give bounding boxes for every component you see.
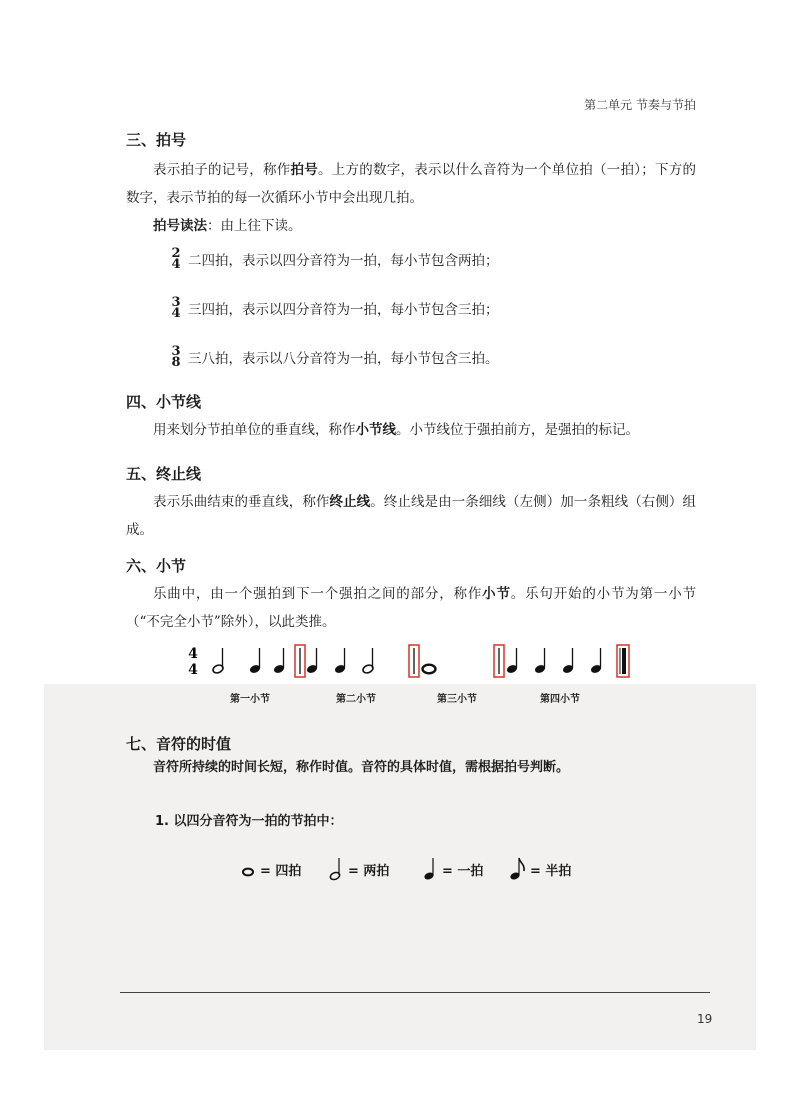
- section-title: 三、拍号: [126, 131, 187, 149]
- time-signature-symbol: [170, 297, 182, 319]
- text: 。上方的数字，表示以什么音符为一个单位拍（一拍）；下方的数字，表示节拍的每一次循环小节中会出现几拍。: [126, 162, 696, 206]
- duration-text: = 一拍: [442, 863, 484, 879]
- duration-text: = 半拍: [530, 863, 572, 879]
- measure-label: 第三小节: [437, 694, 477, 705]
- running-head: 第二单元 节奏与节拍: [584, 98, 696, 112]
- text: 用来划分节拍单位的垂直线，称作: [153, 422, 356, 438]
- text: ：由上往下读。: [207, 218, 302, 234]
- quarter-note: [273, 648, 285, 674]
- section-measure: [126, 556, 696, 636]
- text: 音符所持续的时间长短，称作: [153, 760, 323, 775]
- section-title: 六、小节: [126, 557, 187, 575]
- term: 时值: [322, 760, 349, 775]
- whole-note: [423, 665, 436, 674]
- time-signature-item: [170, 291, 499, 325]
- final-barline-thick: [622, 648, 626, 674]
- rhythm-example: [0, 638, 800, 686]
- ts-bottom: 4: [171, 257, 181, 272]
- paragraph: [126, 488, 696, 544]
- text: 。音符的具体时值，需根据拍号判断。: [348, 760, 570, 775]
- quarter-note: [249, 648, 261, 674]
- text: 。终止线是由一条细线（左侧）加一条粗线（右侧）组成。: [126, 494, 697, 538]
- time-signature-item: [170, 340, 499, 374]
- section-final-barline: [126, 464, 696, 544]
- quarter-note: [506, 648, 518, 674]
- text: 乐曲中，由一个强拍到下一个强拍之间的部分，称作: [153, 586, 483, 602]
- paragraph: [126, 756, 696, 780]
- quarter-note: [534, 648, 546, 674]
- footer-divider: [120, 992, 710, 993]
- ts-description: 二四拍，表示以四分音符为一拍，每小节包含两拍；: [188, 253, 499, 269]
- page-number: 19: [697, 1012, 713, 1026]
- text: 表示乐曲结束的垂直线，称作: [153, 494, 330, 510]
- paragraph: [126, 416, 696, 444]
- duration-eighth: [508, 852, 571, 886]
- time-signature-item: [170, 242, 499, 276]
- term: 小节: [482, 586, 511, 602]
- ts-bottom: 4: [171, 306, 181, 321]
- half-note-icon: [328, 856, 344, 882]
- ts-description: 三四拍，表示以四分音符为一拍，每小节包含三拍；: [188, 302, 499, 318]
- measure-label: 第一小节: [230, 694, 270, 705]
- quarter-note: [590, 648, 602, 674]
- ts-top: 3: [171, 344, 181, 359]
- duration-whole: [240, 852, 301, 886]
- paragraph: [126, 580, 696, 636]
- ts-top: 3: [171, 295, 181, 310]
- subheading: 1. 以四分音符为一拍的节拍中：: [155, 814, 343, 829]
- duration-text: = 四拍: [260, 863, 302, 879]
- quarter-note: [334, 648, 346, 674]
- text: 表示拍子的记号，称作: [153, 162, 291, 178]
- text: 。乐句开始的小节为第一小节（“不完全小节”除外），以此类推。: [126, 586, 697, 630]
- section-time-signature: [126, 130, 696, 240]
- ts-top: 2: [171, 246, 181, 261]
- time-signature-symbol: [170, 346, 182, 368]
- section-title: 五、终止线: [126, 465, 202, 483]
- paragraph: [126, 212, 696, 240]
- section-title: 四、小节线: [126, 393, 202, 411]
- term: 小节线: [355, 422, 396, 438]
- term: 拍号: [290, 162, 318, 178]
- text: 。小节线位于强拍前方，是强拍的标记。: [396, 422, 639, 438]
- measure-label: 第四小节: [540, 694, 580, 705]
- half-note: [362, 648, 374, 674]
- time-sig-top: 4: [188, 646, 198, 662]
- duration-half: [328, 852, 389, 886]
- duration-quarter: [422, 852, 483, 886]
- whole-note-icon: [240, 859, 256, 879]
- section-note-duration: [126, 734, 696, 780]
- quarter-note: [562, 648, 574, 674]
- section-barline: [126, 392, 696, 444]
- ts-description: 三八拍，表示以八分音符为一拍，每小节包含三拍。: [188, 351, 499, 367]
- time-sig-bottom: 4: [188, 662, 198, 678]
- measure-label: 第二小节: [336, 694, 376, 705]
- term: 拍号读法: [153, 218, 207, 234]
- quarter-note: [306, 648, 318, 674]
- half-note: [212, 648, 224, 674]
- paragraph: [126, 156, 696, 212]
- term: 终止线: [329, 494, 371, 510]
- section-title: 七、音符的时值: [126, 735, 232, 753]
- quarter-note-icon: [422, 856, 438, 882]
- time-signature-symbol: [170, 248, 182, 270]
- ts-bottom: 8: [171, 355, 181, 370]
- eighth-note-icon: [508, 856, 526, 882]
- duration-text: = 两拍: [348, 863, 390, 879]
